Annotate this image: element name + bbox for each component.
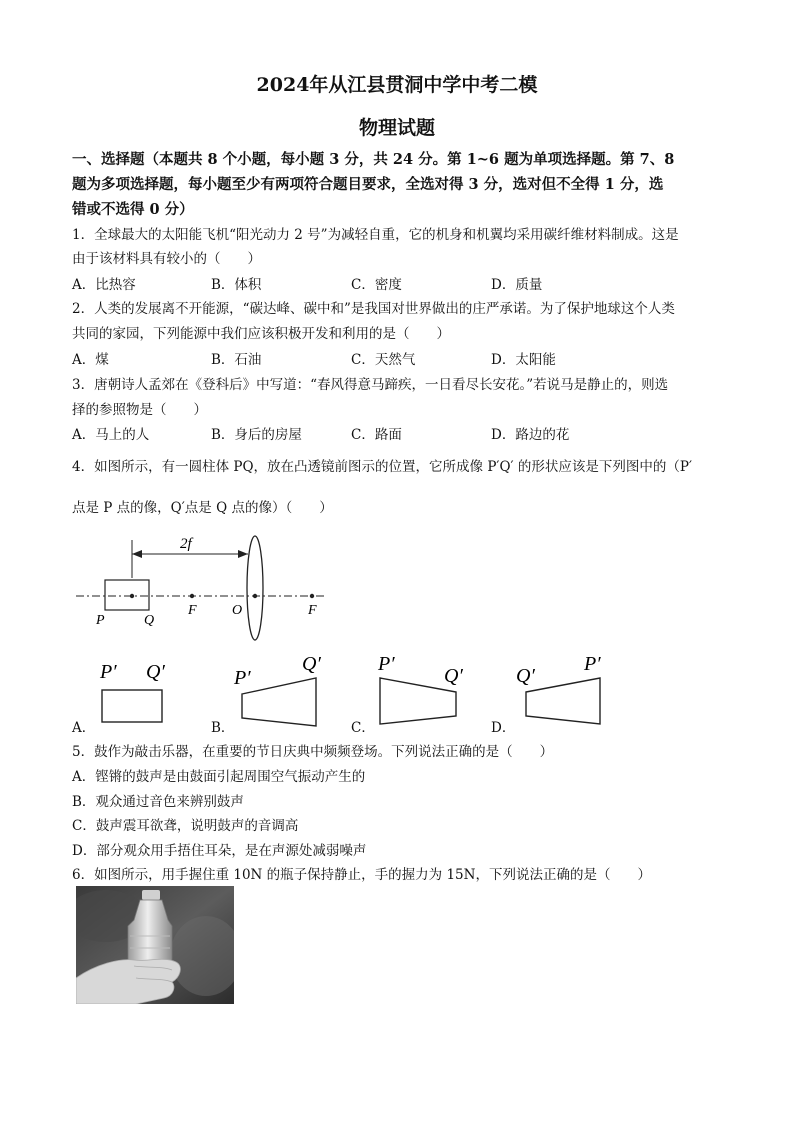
q1-option-b[interactable]: B．体积 <box>211 277 262 293</box>
label-f-right: F <box>308 603 317 618</box>
q4-c-right-label: Q′ <box>444 665 463 687</box>
q3-option-d[interactable]: D．路边的花 <box>491 427 570 443</box>
bottle-cap <box>142 890 160 900</box>
focal-point-right <box>310 594 314 598</box>
q6-stem-line1: 6．如图所示，用手握住重 10N 的瓶子保持静止，手的握力为 15N，下列说法正确的是（ ） <box>72 867 651 883</box>
dimension-arrow-right <box>238 550 248 558</box>
q4-stem-line2: 点是 P 点的像，Q′点是 Q 点的像）（ ） <box>72 500 333 516</box>
q1-stem-line1: 1．全球最大的太阳能飞机“阳光动力 2 号”为减轻自重，它的机身和机翼均采用碳纤维材料制成。这是 <box>72 227 679 243</box>
q5-option-c[interactable]: C．鼓声震耳欲聋，说明鼓声的音调高 <box>72 818 299 834</box>
focal-point-left <box>190 594 194 598</box>
label-q: Q <box>144 613 155 628</box>
q5-option-d[interactable]: D．部分观众用手捂住耳朵，是在声源处减弱噪声 <box>72 843 367 859</box>
q1-stem-line2: 由于该材料具有较小的（ ） <box>72 251 261 267</box>
q3-option-c[interactable]: C．路面 <box>351 427 402 443</box>
q4-option-b-figure[interactable] <box>232 648 332 728</box>
q4-a-shape <box>102 690 162 722</box>
exam-title: 2024年从江县贯洞中学中考二模 <box>256 74 538 96</box>
q4-option-c-figure[interactable] <box>372 648 472 728</box>
q4-b-right-label: Q′ <box>302 653 321 675</box>
q5-option-a[interactable]: A．铿锵的鼓声是由鼓面引起周围空气振动产生的 <box>72 769 366 785</box>
q3-stem-line2: 择的参照物是（ ） <box>72 402 207 418</box>
q4-option-c-letter[interactable]: C． <box>351 720 375 736</box>
q4-b-left-label: P′ <box>234 667 251 689</box>
q4-a-right-label: Q′ <box>146 661 165 683</box>
q4-a-left-label: P′ <box>100 661 117 683</box>
q1-option-a[interactable]: A．比热容 <box>72 277 136 293</box>
q3-option-a[interactable]: A．马上的人 <box>72 427 150 443</box>
q2-option-a[interactable]: A．煤 <box>72 352 109 368</box>
section1-line3: 错或不选得 0 分） <box>72 201 194 218</box>
q1-option-d[interactable]: D．质量 <box>491 277 543 293</box>
label-f-left: F <box>188 603 197 618</box>
q4-c-left-label: P′ <box>378 653 395 675</box>
q4-b-shape <box>242 678 316 726</box>
convex-lens <box>247 536 263 640</box>
section1-line2: 题为多项选择题，每小题至少有两项符合题目要求，全选对得 3 分，选对但不全得 1 分，选 <box>72 176 664 193</box>
optical-center <box>253 594 257 598</box>
dimension-arrow-left <box>132 550 142 558</box>
q4-d-shape <box>526 678 600 724</box>
q4-option-d-letter[interactable]: D． <box>491 720 516 736</box>
q4-options <box>72 648 632 738</box>
distance-label: 2f <box>180 536 192 552</box>
q1-option-c[interactable]: C．密度 <box>351 277 402 293</box>
q2-stem-line1: 2．人类的发展离不开能源，“碳达峰、碳中和”是我国对世界做出的庄严承诺。为了保护地球这个人类 <box>72 301 675 317</box>
lens-diagram <box>72 530 332 642</box>
q4-option-a-letter[interactable]: A． <box>72 720 96 736</box>
label-p: P <box>96 613 105 628</box>
q5-stem-line1: 5．鼓作为敲击乐器，在重要的节日庆典中频频登场。下列说法正确的是（ ） <box>72 744 554 760</box>
q2-option-c[interactable]: C．天然气 <box>351 352 416 368</box>
q2-option-b[interactable]: B．石油 <box>211 352 262 368</box>
q4-option-d-figure[interactable] <box>512 648 612 728</box>
point-2f <box>130 594 134 598</box>
q3-option-b[interactable]: B．身后的房屋 <box>211 427 302 443</box>
q4-option-a-figure[interactable] <box>92 648 192 728</box>
exam-subtitle: 物理试题 <box>358 117 435 139</box>
label-o: O <box>232 603 243 618</box>
q3-stem-line1: 3．唐朝诗人孟郊在《登科后》中写道：“春风得意马蹄疾，一日看尽长安花。”若说马是静止的，则选 <box>72 377 669 393</box>
q4-d-left-label: Q′ <box>516 665 535 687</box>
q2-option-d[interactable]: D．太阳能 <box>491 352 556 368</box>
q4-stem-line1: 4．如图所示，有一圆柱体 PQ，放在凸透镜前图示的位置，它所成像 P′Q′ 的形状应该是下列图中的（P′ <box>72 459 693 475</box>
object-pq <box>105 580 149 610</box>
q4-d-right-label: P′ <box>584 653 601 675</box>
hand-holding-bottle-photo <box>76 886 234 1004</box>
q5-option-b[interactable]: B．观众通过音色来辨别鼓声 <box>72 794 244 810</box>
section1-line1: 一、选择题（本题共 8 个小题，每小题 3 分，共 24 分。第 1~6 题为单项选择题。第 7、8 <box>72 151 675 168</box>
q2-stem-line2: 共同的家园，下列能源中我们应该积极开发和利用的是（ ） <box>72 326 450 342</box>
q4-option-b-letter[interactable]: B． <box>211 720 235 736</box>
